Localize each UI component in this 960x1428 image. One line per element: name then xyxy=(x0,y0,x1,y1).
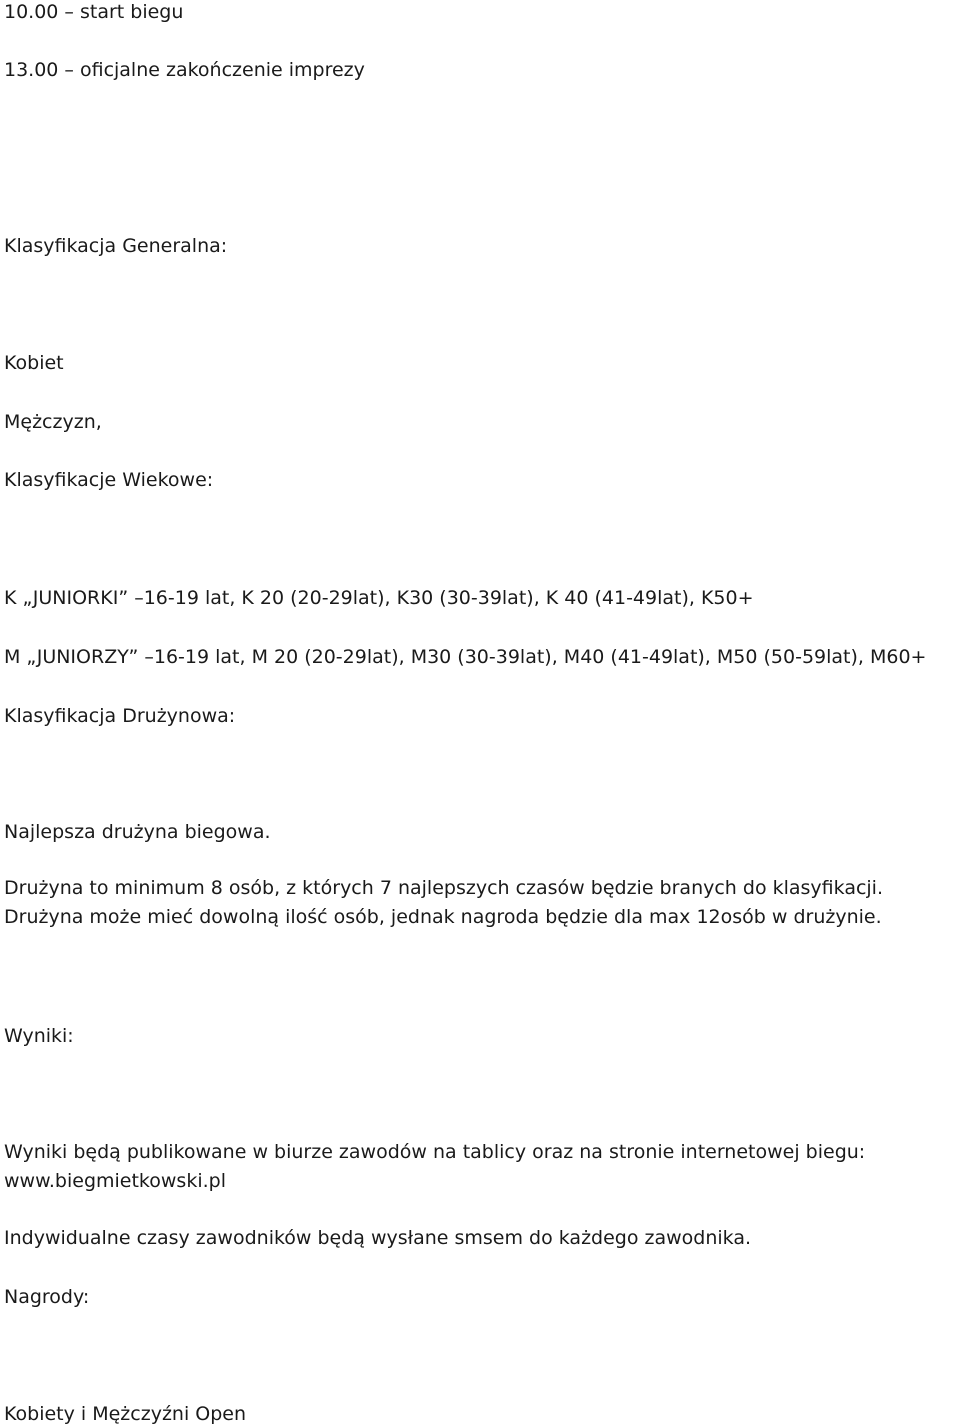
results-heading: Wyniki: xyxy=(4,1025,74,1047)
team-classification-heading: Klasyfikacja Drużynowa: xyxy=(4,705,236,727)
general-classification-men: Mężczyzn, xyxy=(4,411,102,433)
men-age-categories: M „JUNIORZY” –16-19 lat, M 20 (20-29lat), M30 (30-39lat), M40 (41-49lat), M50 (50-59lat), M60+ xyxy=(4,646,927,668)
schedule-end: 13.00 – oficjalne zakończenie imprezy xyxy=(4,59,365,81)
schedule-start: 10.00 – start biegu xyxy=(4,1,184,23)
general-classification-women: Kobiet xyxy=(4,352,64,374)
women-age-categories: K „JUNIORKI” –16-19 lat, K 20 (20-29lat), K30 (30-39lat), K 40 (41-49lat), K50+ xyxy=(4,587,754,609)
team-best-text: Najlepsza drużyna biegowa. xyxy=(4,821,271,843)
results-publication-text: Wyniki będą publikowane w biurze zawodów na tablicy oraz na stronie internetowej biegu: www.biegmietkowski.pl xyxy=(4,1141,866,1192)
team-rules-text: Drużyna to minimum 8 osób, z których 7 najlepszych czasów będzie branych do klasyfikacji. Drużyna może mieć dowolną ilość osób, jednak nagroda będzie dla max 12osób w drużynie. xyxy=(4,877,884,928)
age-classification-heading: Klasyfikacje Wiekowe: xyxy=(4,469,214,491)
general-classification-heading: Klasyfikacja Generalna: xyxy=(4,235,228,257)
prizes-heading: Nagrody: xyxy=(4,1286,90,1308)
prizes-open-category: Kobiety i Mężczyźni Open xyxy=(4,1403,247,1425)
results-sms-text: Indywidualne czasy zawodników będą wysłane smsem do każdego zawodnika. xyxy=(4,1227,752,1249)
